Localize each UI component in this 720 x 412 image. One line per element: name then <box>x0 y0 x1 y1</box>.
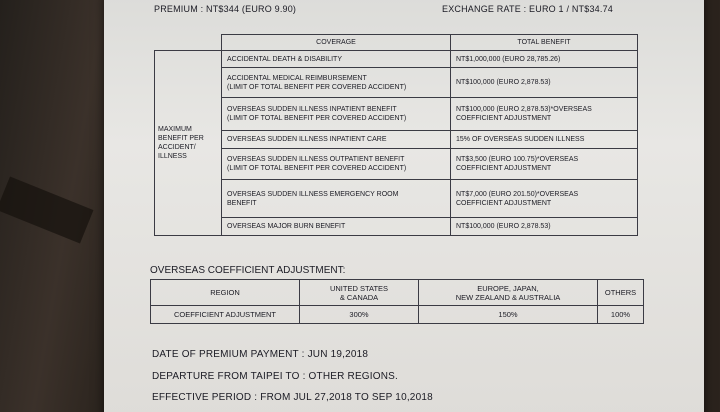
benefit-cell: NT$7,000 (EURO 201.50)*OVERSEAS COEFFICIENT ADJUSTMENT <box>451 180 638 218</box>
region-label: REGION <box>151 280 300 306</box>
table-row <box>155 180 638 218</box>
coefficient-table <box>150 279 644 324</box>
coverage-cell: ACCIDENTAL DEATH & DISABILITY <box>222 51 451 68</box>
benefit-cell: 15% OF OVERSEAS SUDDEN ILLNESS <box>451 131 638 149</box>
coefficient-us-canada: 300% <box>300 306 419 324</box>
maximum-benefit-label: MAXIMUM BENEFIT PER ACCIDENT/ ILLNESS <box>155 51 222 236</box>
benefits-table <box>154 34 638 236</box>
coefficient-label: COEFFICIENT ADJUSTMENT <box>151 306 300 324</box>
benefit-cell: NT$100,000 (EURO 2,878.53) <box>451 218 638 236</box>
region-row <box>151 280 644 306</box>
coverage-cell: OVERSEAS SUDDEN ILLNESS OUTPATIENT BENEFIT (LIMIT OF TOTAL BENEFIT PER COVERED ACCIDENT) <box>222 149 451 180</box>
region-us-canada: UNITED STATES & CANADA <box>300 280 419 306</box>
table-row <box>155 51 638 68</box>
benefit-cell: NT$1,000,000 (EURO 28,785.26) <box>451 51 638 68</box>
coverage-header: COVERAGE <box>222 35 451 51</box>
table-row <box>155 98 638 131</box>
coverage-cell: OVERSEAS MAJOR BURN BENEFIT <box>222 218 451 236</box>
coefficient-row <box>151 306 644 324</box>
premium-text: PREMIUM : NT$344 (EURO 9.90) <box>154 4 297 14</box>
coverage-cell: ACCIDENTAL MEDICAL REIMBURSEMENT (LIMIT OF TOTAL BENEFIT PER COVERED ACCIDENT) <box>222 68 451 98</box>
coverage-cell: OVERSEAS SUDDEN ILLNESS INPATIENT CARE <box>222 131 451 149</box>
table-row <box>155 218 638 236</box>
effective-period: EFFECTIVE PERIOD : FROM JUL 27,2018 TO SEP 10,2018 <box>152 392 433 403</box>
coverage-cell: OVERSEAS SUDDEN ILLNESS INPATIENT BENEFIT (LIMIT OF TOTAL BENEFIT PER COVERED ACCIDENT) <box>222 98 451 131</box>
exchange-rate-text: EXCHANGE RATE : EURO 1 / NT$34.74 <box>442 4 613 14</box>
coverage-cell: OVERSEAS SUDDEN ILLNESS EMERGENCY ROOM BENEFIT <box>222 180 451 218</box>
insurance-document <box>104 0 704 412</box>
table-row <box>155 68 638 98</box>
shadow <box>0 176 93 243</box>
benefit-cell: NT$3,500 (EURO 100.75)*OVERSEAS COEFFICIENT ADJUSTMENT <box>451 149 638 180</box>
coefficient-section-title: OVERSEAS COEFFICIENT ADJUSTMENT: <box>150 265 346 276</box>
benefit-cell: NT$100,000 (EURO 2,878.53)*OVERSEAS COEFFICIENT ADJUSTMENT <box>451 98 638 131</box>
region-europe-japan-nz-au: EUROPE, JAPAN, NEW ZEALAND & AUSTRALIA <box>419 280 598 306</box>
table-header-row <box>155 35 638 51</box>
coefficient-others: 100% <box>598 306 644 324</box>
benefit-cell: NT$100,000 (EURO 2,878.53) <box>451 68 638 98</box>
total-benefit-header: TOTAL BENEFIT <box>451 35 638 51</box>
table-surface <box>0 0 104 412</box>
departure-info: DEPARTURE FROM TAIPEI TO : OTHER REGIONS. <box>152 371 399 382</box>
coefficient-europe-japan-nz-au: 150% <box>419 306 598 324</box>
table-row <box>155 149 638 180</box>
empty-corner-cell <box>155 35 222 51</box>
region-others: OTHERS <box>598 280 644 306</box>
table-row <box>155 131 638 149</box>
premium-payment-date: DATE OF PREMIUM PAYMENT : JUN 19,2018 <box>152 349 369 360</box>
